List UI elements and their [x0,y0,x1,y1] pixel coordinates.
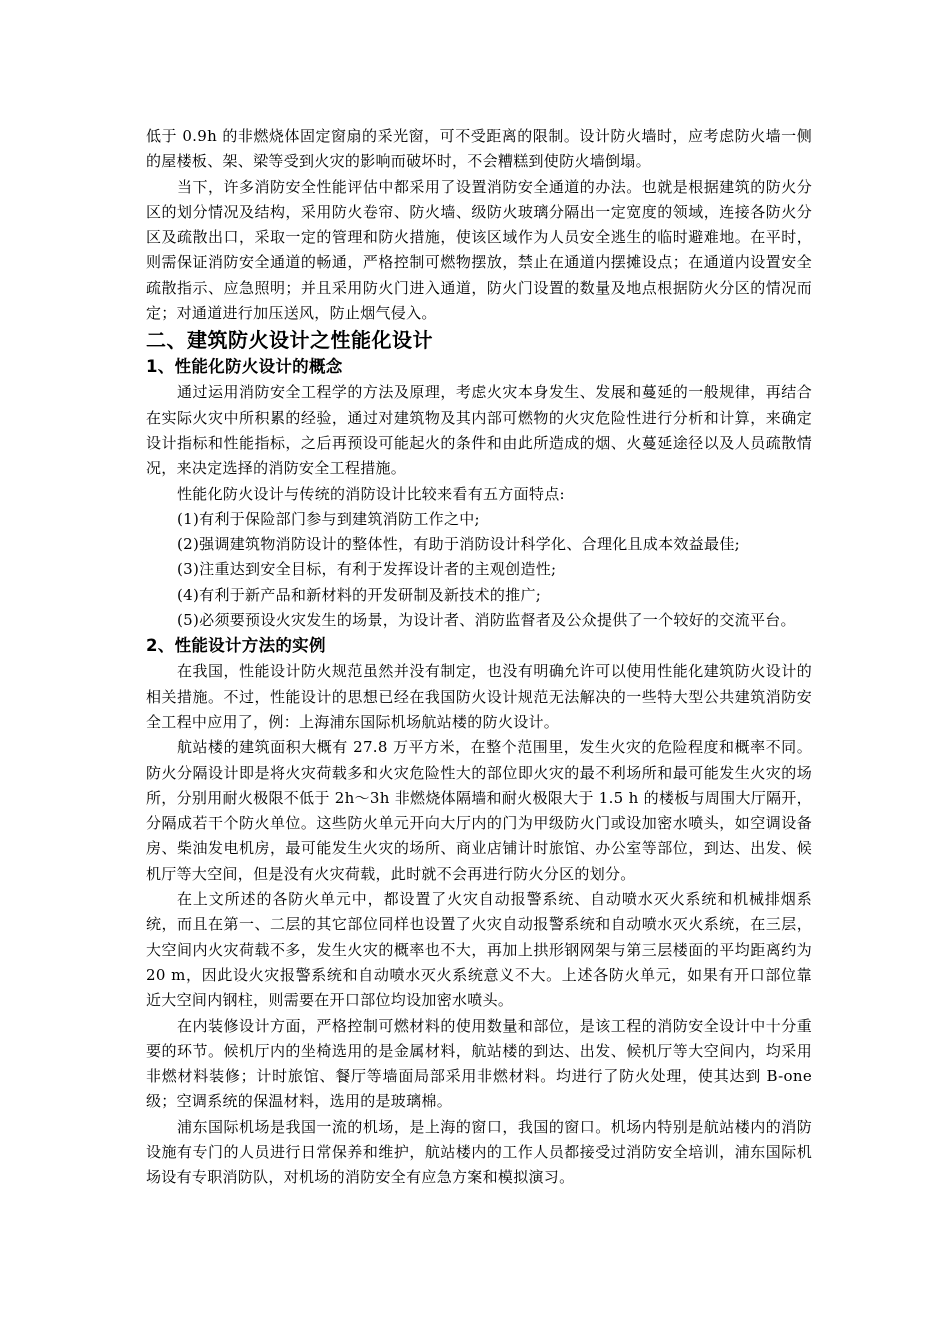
paragraph-example-intro: 在我国，性能设计防火规范虽然并没有制定，也没有明确允许可以使用性能化建筑防火设计的相关措施。不过，性能设计的思想已经在我国防火设计规范无法解决的一些特大型公共建筑消防安全工程中应用了，例：上海浦东国际机场航站楼的防火设计。 [146,662,812,731]
feature-item: (1)有利于保险部门参与到建筑消防工作之中; [177,509,480,528]
document-page [146,124,812,1191]
subsection-heading-example: 2、性能设计方法的实例 [146,636,326,656]
feature-item: (4)有利于新产品和新材料的开发研制及新技术的推广; [177,585,542,604]
paragraph-fire-systems: 在上文所述的各防火单元中，都设置了火灾自动报警系统、自动喷水灭火系统和机械排烟系统，而且在第一、二层的其它部位同样也设置了火灾自动报警系统和自动喷水灭火系统，在三层，大空间内火灾荷载不多，发生火灾的概率也不大，再加上拱形钢网架与第三层楼面的平均距离约为 20 m，因此设火灾报警系统和自动喷水灭火系统意义不大。上述各防火单元，如果有开口部位靠近大空间内钢柱，则需要在开口部位均设加密水喷头。 [146,890,812,1010]
paragraph-interior-design: 在内装修设计方面，严格控制可燃材料的使用数量和部位，是该工程的消防安全设计中十分重要的环节。候机厅内的坐椅选用的是金属材料，航站楼的到达、出发、候机厅等大空间内，均采用非燃材料装修；计时旅馆、餐厅等墙面局部采用非燃材料。均进行了防火处理，使其达到 B-one 级；空调系统的保温材料，选用的是玻璃棉。 [146,1016,812,1111]
paragraph-features-intro: 性能化防火设计与传统的消防设计比较来看有五方面特点: [177,484,565,503]
feature-item: (3)注重达到安全目标，有利于发挥设计者的主观创造性; [177,560,557,579]
paragraph-airport-summary: 浦东国际机场是我国一流的机场，是上海的窗口，我国的窗口。机场内特别是航站楼内的消防设施有专门的人员进行日常保养和维护，航站楼内的工作人员都接受过消防安全培训，浦东国际机场设有专职消防队，对机场的消防安全有应急方案和模拟演习。 [146,1117,812,1187]
feature-item: (5)必须要预设火灾发生的场景，为设计者、消防监督者及公众提供了一个较好的交流平台。 [177,611,796,630]
paragraph-concept: 通过运用消防安全工程学的方法及原理，考虑火灾本身发生、发展和蔓延的一般规律，再结合在实际火灾中所积累的经验，通过对建筑物及其内部可燃物的火灾危险性进行分析和计算，来确定设计指标和性能指标，之后再预设可能起火的条件和由此所造成的烟、火蔓延途径以及人员疏散情况，来决定选择的消防安全工程措施。 [146,383,812,478]
section-heading: 二、建筑防火设计之性能化设计 [146,328,433,353]
subsection-heading-concept: 1、性能化防火设计的概念 [146,357,343,377]
paragraph-terminal-area: 航站楼的建筑面积大概有 27.8 万平方米，在整个范围里，发生火灾的危险程度和概率不同。防火分隔设计即是将火灾荷载多和火灾危险性大的部位即火灾的最不利场所和最可能发生火灾的场所，分别用耐火极限不低于 2h～3h 非燃烧体隔墙和耐火极限大于 1.5 h 的楼板与周围大厅隔开，分隔成若干个防火单位。这些防火单元开向大厅内的门为甲级防火门或设加密水喷头，如空调设备房、柴油发电机房，最可能发生火灾的场所、商业店铺计时旅馆、办公室等部位，到达、出发、候机厅等大空间，但是没有火灾荷载，此时就不会再进行防火分区的划分。 [146,738,812,883]
paragraph-safety-passage: 当下，许多消防安全性能评估中都采用了设置消防安全通道的办法。也就是根据建筑的防火分区的划分情况及结构，采用防火卷帘、防火墙、级防火玻璃分隔出一定宽度的领域，连接各防火分区及疏散出口，采取一定的管理和防火措施，使该区域作为人员安全逃生的临时避难地。在平时，则需保证消防安全通道的畅通，严格控制可燃物摆放，禁止在通道内摆摊设点；在通道内设置安全疏散指示、应急照明；并且采用防火门进入通道，防火门设置的数量及地点根据防火分区的情况而定；对通道进行加压送风，防止烟气侵入。 [146,177,812,323]
paragraph-continued: 低于 0.9h 的非燃烧体固定窗扇的采光窗，可不受距离的限制。设计防火墙时，应考虑防火墙一侧的屋楼板、架、梁等受到火灾的影响而破坏时，不会糟糕到使防火墙倒塌。 [146,127,812,171]
feature-item: (2)强调建筑物消防设计的整体性，有助于消防设计科学化、合理化且成本效益最佳; [177,535,741,554]
